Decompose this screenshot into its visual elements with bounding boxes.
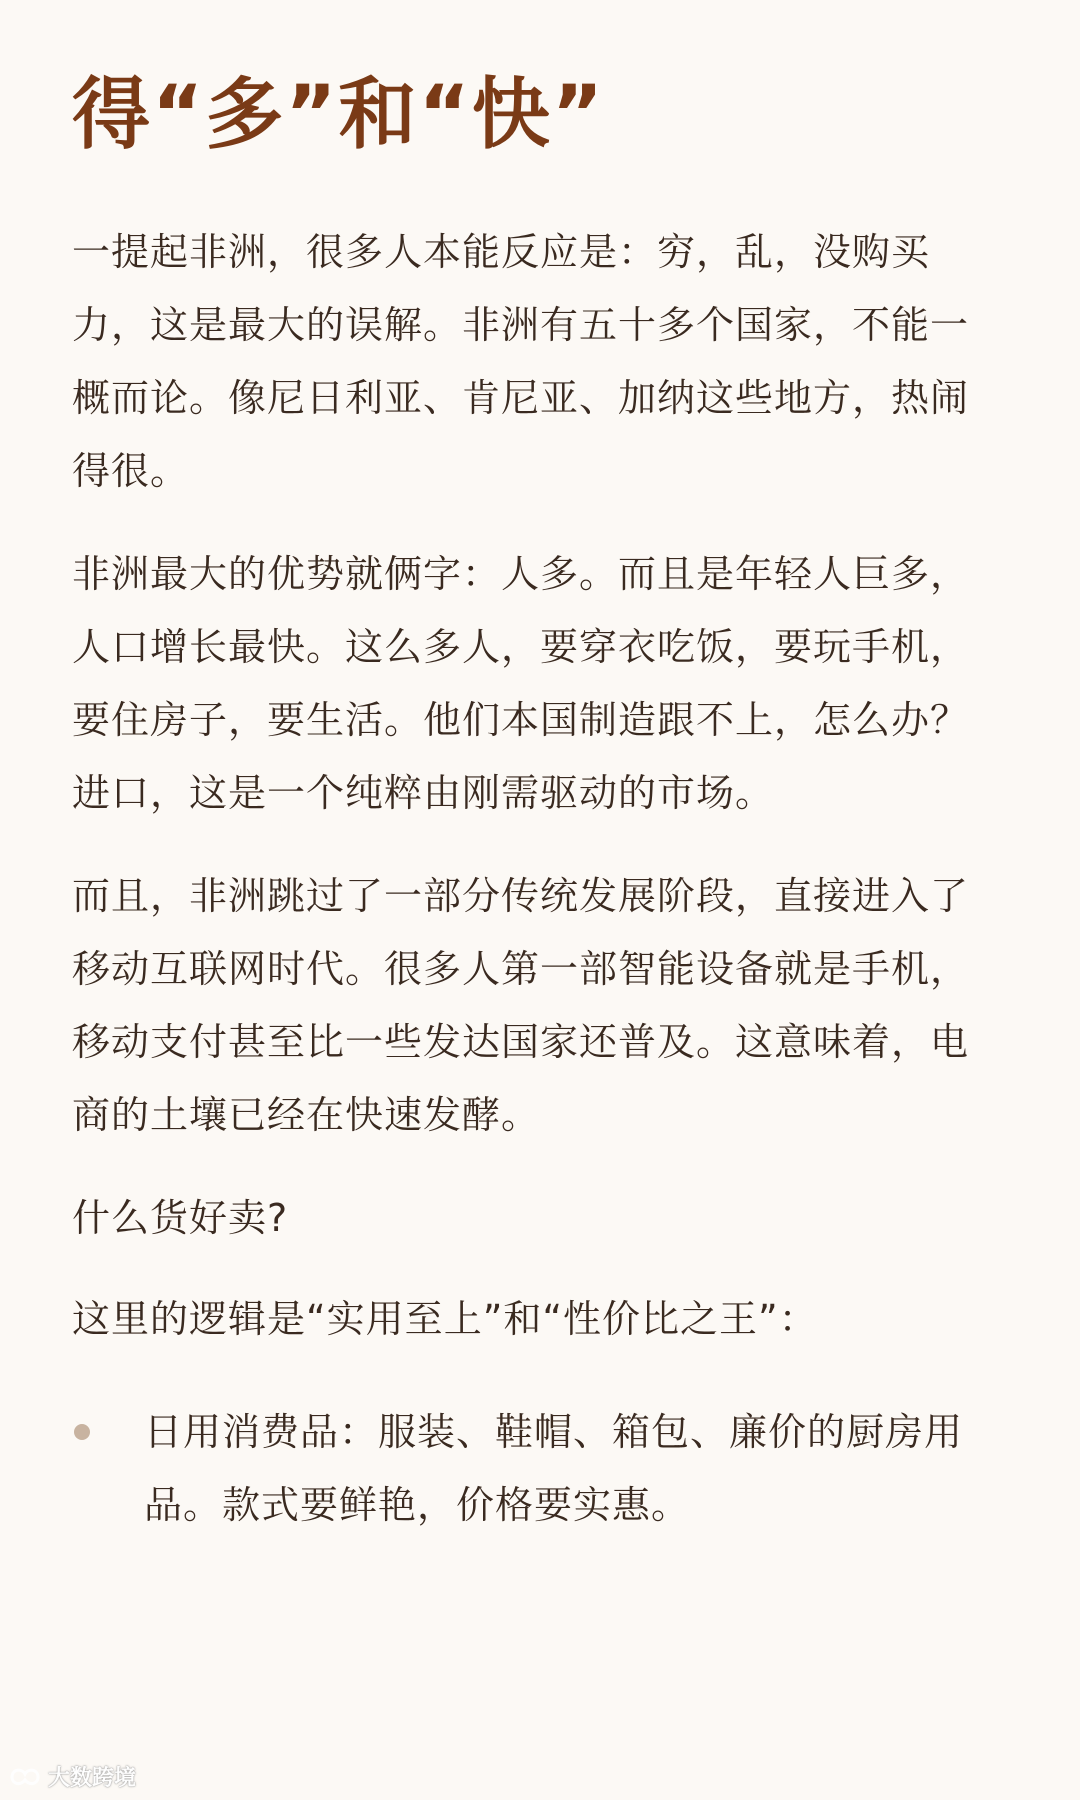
watermark-text: 大数跨境 (48, 1766, 137, 1791)
bullet-list (72, 1396, 1002, 1542)
paragraph: 非洲最大的优势就俩字：人多。而且是年轻人巨多，人口增长最快。这么多人，要穿衣吃饭，要玩手机，要住房子，要生活。他们本国制造跟不上，怎么办？进口，这是一个纯粹由刚需驱动的市场。 (72, 552, 970, 815)
list-item (72, 1396, 1002, 1542)
list-item-text: 日用消费品：服装、鞋帽、箱包、廉价的厨房用品。款式要鲜艳，价格要实惠。 (144, 1410, 964, 1527)
logo-icon (8, 1764, 42, 1790)
paragraph: 一提起非洲，很多人本能反应是：穷，乱，没购买力，这是最大的误解。非洲有五十多个国家，不能一概而论。像尼日利亚、肯尼亚、加纳这些地方，热闹得很。 (72, 230, 970, 493)
section-question: 什么货好卖? (72, 1196, 289, 1240)
article-title: 得“多”和“快” (72, 70, 606, 160)
paragraph: 而且，非洲跳过了一部分传统发展阶段，直接进入了移动互联网时代。很多人第一部智能设备就是手机，移动支付甚至比一些发达国家还普及。这意味着，电商的土壤已经在快速发酵。 (72, 874, 970, 1137)
article (72, 60, 1002, 1542)
bullet-dot-icon (74, 1424, 90, 1440)
watermark (8, 1761, 136, 1792)
paragraph: 这里的逻辑是“实用至上”和“性价比之王”： (72, 1297, 818, 1341)
